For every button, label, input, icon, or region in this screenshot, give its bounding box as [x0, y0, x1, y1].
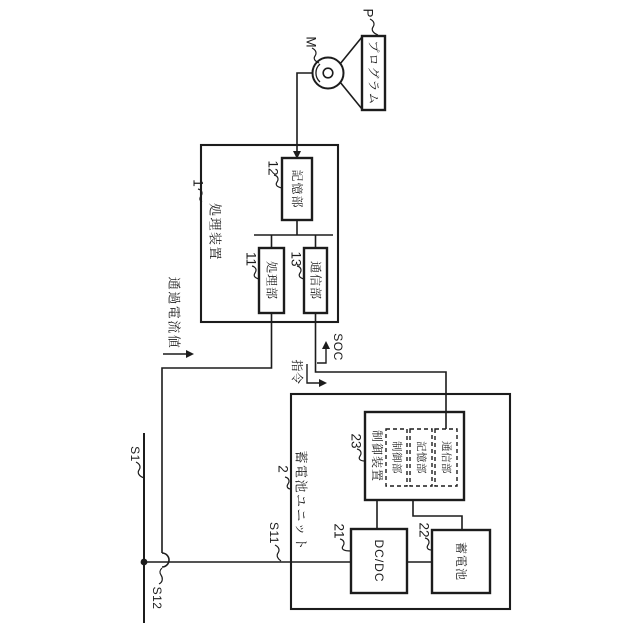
wire-crossover-hop: [162, 553, 169, 567]
wire-media-to-storage: [297, 73, 313, 152]
storage-unit-label: 記憶部: [290, 169, 304, 209]
storage-unit-ref: 12: [265, 160, 281, 176]
dcdc-label: DC/DC: [372, 539, 386, 583]
s12-leader: [159, 568, 162, 584]
controller-comm-label: 通信部: [440, 441, 452, 474]
processor-unit-ref: 11: [243, 251, 259, 267]
media-ref: M: [303, 36, 319, 48]
battery-label: 蓄電池: [454, 541, 468, 582]
battery-unit-box: [291, 394, 510, 609]
controller-storage-label: 記憶部: [415, 441, 427, 474]
battery-unit-title: 蓄電池ユニット: [293, 450, 309, 552]
controller-ref: 23: [348, 433, 364, 449]
battery-ref: 22: [416, 522, 432, 538]
s1-label: S1: [128, 446, 142, 462]
s11-leader: [275, 545, 281, 561]
program-label: プログラム: [366, 40, 381, 106]
comm-unit-ref: 13: [288, 251, 304, 267]
s11-label: S11: [267, 522, 281, 544]
program-ref: P: [360, 8, 376, 18]
junction-dot: [141, 559, 148, 566]
arrowhead-right-icon: [319, 379, 327, 387]
controller-leader: [357, 449, 365, 461]
comm-unit-label: 通信部: [308, 260, 323, 301]
arrowhead-up-icon: [322, 341, 330, 349]
dcdc-ref: 21: [331, 523, 347, 539]
command-label: 指令: [290, 359, 304, 385]
s12-label: S12: [150, 586, 164, 610]
processing-device-title: 処理装置: [207, 202, 223, 262]
processing-device-ref: 1: [190, 179, 206, 187]
battery-unit-ref: 2: [275, 465, 291, 473]
passing-current-arrow: [163, 350, 194, 358]
soc-label: SOC: [331, 333, 345, 361]
dcdc-leader: [340, 539, 351, 551]
controller-title: 制御装置: [370, 429, 384, 483]
s1-leader: [136, 462, 144, 478]
command-arrow: [307, 364, 327, 387]
arrowhead-right-icon: [186, 350, 194, 358]
soc-arrow: [317, 341, 330, 363]
program-leader: [370, 19, 378, 35]
processor-unit-label: 処理部: [264, 260, 279, 301]
controller-control-label: 制御部: [390, 441, 403, 474]
storage-unit-leader: [274, 175, 282, 188]
passing-current-label: 通過電流値: [166, 276, 182, 350]
